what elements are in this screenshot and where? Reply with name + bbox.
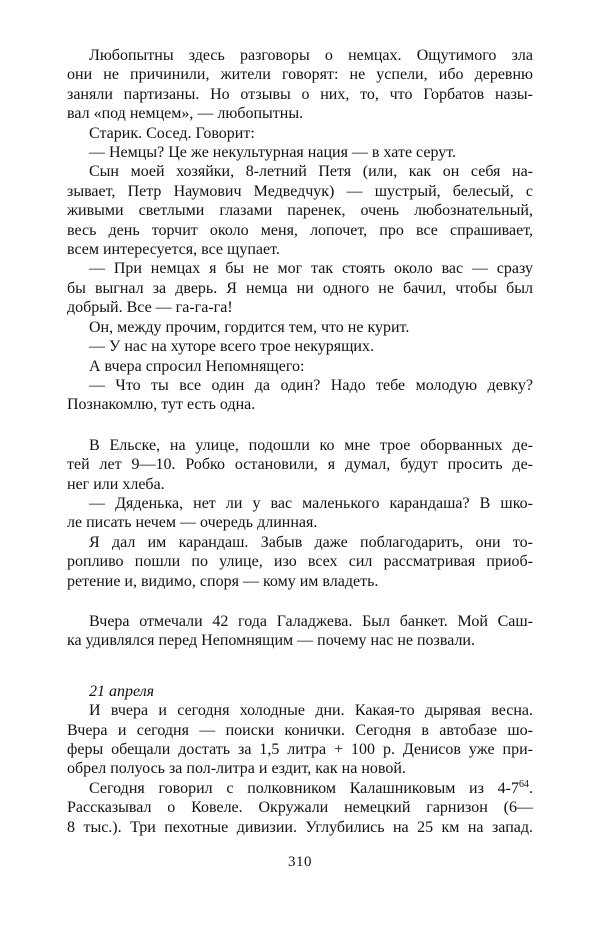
paragraph: [67, 494, 533, 533]
paragraph: [67, 46, 533, 124]
paragraph: [67, 779, 533, 837]
footnote-marker: 64: [519, 778, 529, 790]
text-line: ка удивлялся перед Непомнящим — почему нас не позвали.: [67, 632, 475, 650]
text-line: всем интересуется, все щупает.: [67, 241, 280, 259]
text-line: весь день торчит около меня, лопочет, про все спрашивает,: [67, 221, 533, 239]
text-line: ропливо пошли по улице, изо всех сил рассматривая приоб-: [67, 553, 533, 571]
text-line: В Ельске, на улице, подошли ко мне трое оборванных де-: [89, 436, 533, 454]
paragraph: [67, 162, 533, 259]
text-line: феры обещали достать за 1,5 литра + 100 р. Денисов уже при-: [67, 741, 533, 758]
paragraph: [67, 701, 533, 779]
text-line: Рассказывал о Ковеле. Окружали немецкий гарнизон (6—: [67, 799, 533, 817]
text-line: вал «под немцем», — любопытны.: [67, 105, 304, 123]
text-line: Вчера и сегодня — поиски конички. Сегодня в автобазе шо-: [67, 721, 533, 739]
paragraph: [67, 436, 533, 494]
section-spacer: [67, 415, 533, 436]
text-line: Вчера отмечали 42 года Галаджева. Был банкет. Мой Саш-: [89, 612, 533, 630]
book-page: [67, 46, 533, 872]
page-number: 310: [288, 854, 312, 871]
text-line: Я дал им карандаш. Забыв даже поблагодарить, они то-: [89, 533, 533, 551]
text-line: — При немцах я бы не мог так стоять около вас — сразу: [89, 260, 533, 278]
text-line: Старик. Сосед. Говорит:: [89, 124, 255, 142]
text-line: Сын моей хозяйки, 8-летний Петя (или, как он себя на-: [89, 163, 533, 181]
paragraph: [67, 533, 533, 591]
paragraph: [67, 318, 533, 337]
paragraph: [67, 612, 533, 651]
paragraph: [67, 337, 533, 356]
text-line-content: Сегодня говорил с полковником Калашниковым из 4-7: [89, 779, 519, 797]
paragraph: [67, 259, 533, 317]
text-line: Познакомлю, тут есть одна.: [67, 396, 256, 414]
text-line: — Что ты все один да один? Надо тебе молодую девку?: [89, 376, 533, 394]
section-spacer: [67, 651, 533, 682]
text-line: нег или хлеба.: [67, 475, 165, 493]
text-line: они не причинили, жители говорят: не успели, ибо деревню: [67, 66, 533, 84]
text-line: — У нас на хуторе всего трое некурящих.: [89, 338, 374, 356]
text-line: заняли партизаны. Но отзывы о них, то, что Горбатов назы-: [67, 85, 533, 103]
text-line: 8 тыс.). Три пехотные дивизии. Углубились на 25 км на запад.: [67, 818, 533, 836]
text-line: ретение и, видимо, споря — кому им владеть.: [67, 572, 379, 590]
text-line: Сегодня говорил с полковником Калашниковым из $4-7^{64}$.: [89, 778, 533, 797]
paragraph: [67, 124, 533, 143]
paragraph: [67, 357, 533, 376]
text-line: бы выгнал за дверь. Я немца ни одного не бачил, чтобы был: [67, 279, 533, 297]
text-line: живыми светлыми глазами паренек, очень любознательный,: [67, 202, 533, 220]
text-line: тей лет 9—10. Робко остановили, я думал, будут просить де-: [67, 456, 533, 474]
text-line: ле писать нечем — очередь длинная.: [67, 514, 318, 532]
text-line: обрел полуось за пол-литра и ездит, как на новой.: [67, 760, 406, 778]
text-line: А вчера спросил Непомнящего:: [89, 357, 305, 375]
text-line: добрый. Все — га-га-га!: [67, 299, 233, 317]
diary-date-heading: 21 апреля: [89, 682, 155, 700]
text-line: Он, между прочим, гордится тем, что не курит.: [89, 318, 410, 336]
paragraph: [67, 143, 533, 162]
text-line: — Немцы? Це же некультурная нация — в хате серут.: [89, 144, 457, 162]
text-line: И вчера и сегодня холодные дни. Какая-то дырявая весна.: [89, 702, 533, 720]
text-line: зывает, Петр Наумович Медведчук) — шустрый, белесый, с: [67, 182, 533, 200]
paragraph: [67, 376, 533, 415]
text-line: Любопытны здесь разговоры о немцах. Ощутимого зла: [89, 47, 533, 64]
text-line: — Дяденька, нет ли у вас маленького карандаша? В шко-: [89, 494, 533, 512]
section-spacer: [67, 591, 533, 612]
